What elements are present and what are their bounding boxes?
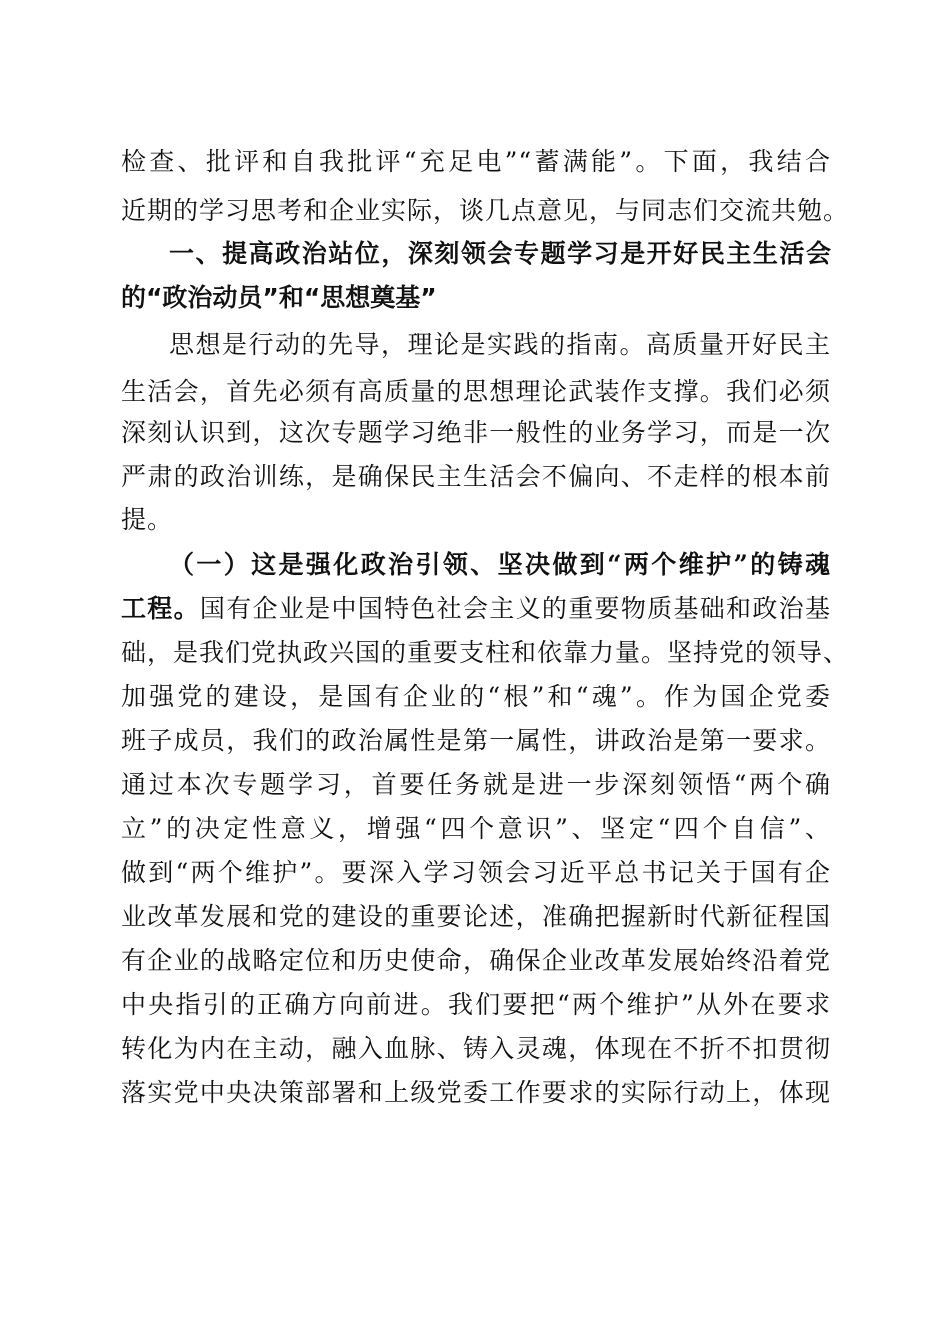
text-line: 严肃的政治训练，是确保民主生活会不偏向、不走样的根本前 (121, 462, 831, 491)
text-line: 立”的决定性意义，增强“四个意识”、坚定“四个自信”、 (121, 814, 831, 843)
text-line: 通过本次专题学习，首要任务就是进一步深刻领悟“两个确 (121, 770, 831, 799)
section-heading: 的“政治动员”和“思想奠基” (121, 283, 437, 312)
text-line: 提。 (121, 505, 174, 534)
text-line: 近期的学习思考和企业实际，谈几点意见，与同志们交流共勉。 (121, 196, 850, 225)
text-line (121, 591, 831, 627)
text-line: 落实党中央决策部署和上级党委工作要求的实际行动上，体现 (121, 1078, 831, 1107)
subheading-line: （一）这是强化政治引领、坚决做到“两个维护”的铸魂 (169, 550, 831, 579)
text-line: 础，是我们党执政兴国的重要支柱和依靠力量。坚持党的领导、 (121, 638, 850, 667)
text-line: 深刻认识到，这次专题学习绝非一般性的业务学习，而是一次 (121, 418, 831, 447)
text-line: 业改革发展和党的建设的重要论述，准确把握新时代新征程国 (121, 902, 831, 931)
text-line: 做到“两个维护”。要深入学习领会习近平总书记关于国有企 (121, 858, 831, 887)
text-line: 有企业的战略定位和历史使命，确保企业改革发展始终沿着党 (121, 946, 831, 975)
subheading-tail: 工程。 (121, 594, 200, 623)
text-run: 国有企业是中国特色社会主义的重要物质基础和政治基 (199, 594, 831, 623)
text-line: 中央指引的正确方向前进。我们要把“两个维护”从外在要求 (121, 990, 831, 1019)
section-heading: 一、提高政治站位，深刻领会专题学习是开好民主生活会 (169, 239, 831, 268)
text-line: 加强党的建设，是国有企业的“根”和“魂”。作为国企党委 (121, 682, 831, 711)
text-line: 生活会，首先必须有高质量的思想理论武装作支撑。我们必须 (121, 377, 831, 406)
text-line: 检查、批评和自我批评“充足电”“蓄满能”。下面，我结合 (121, 147, 831, 176)
text-line: 转化为内在主动，融入血脉、铸入灵魂，体现在不折不扣贯彻 (121, 1034, 831, 1063)
text-line: 班子成员，我们的政治属性是第一属性，讲政治是第一要求。 (121, 726, 831, 755)
text-line: 思想是行动的先导，理论是实践的指南。高质量开好民主 (169, 330, 831, 359)
